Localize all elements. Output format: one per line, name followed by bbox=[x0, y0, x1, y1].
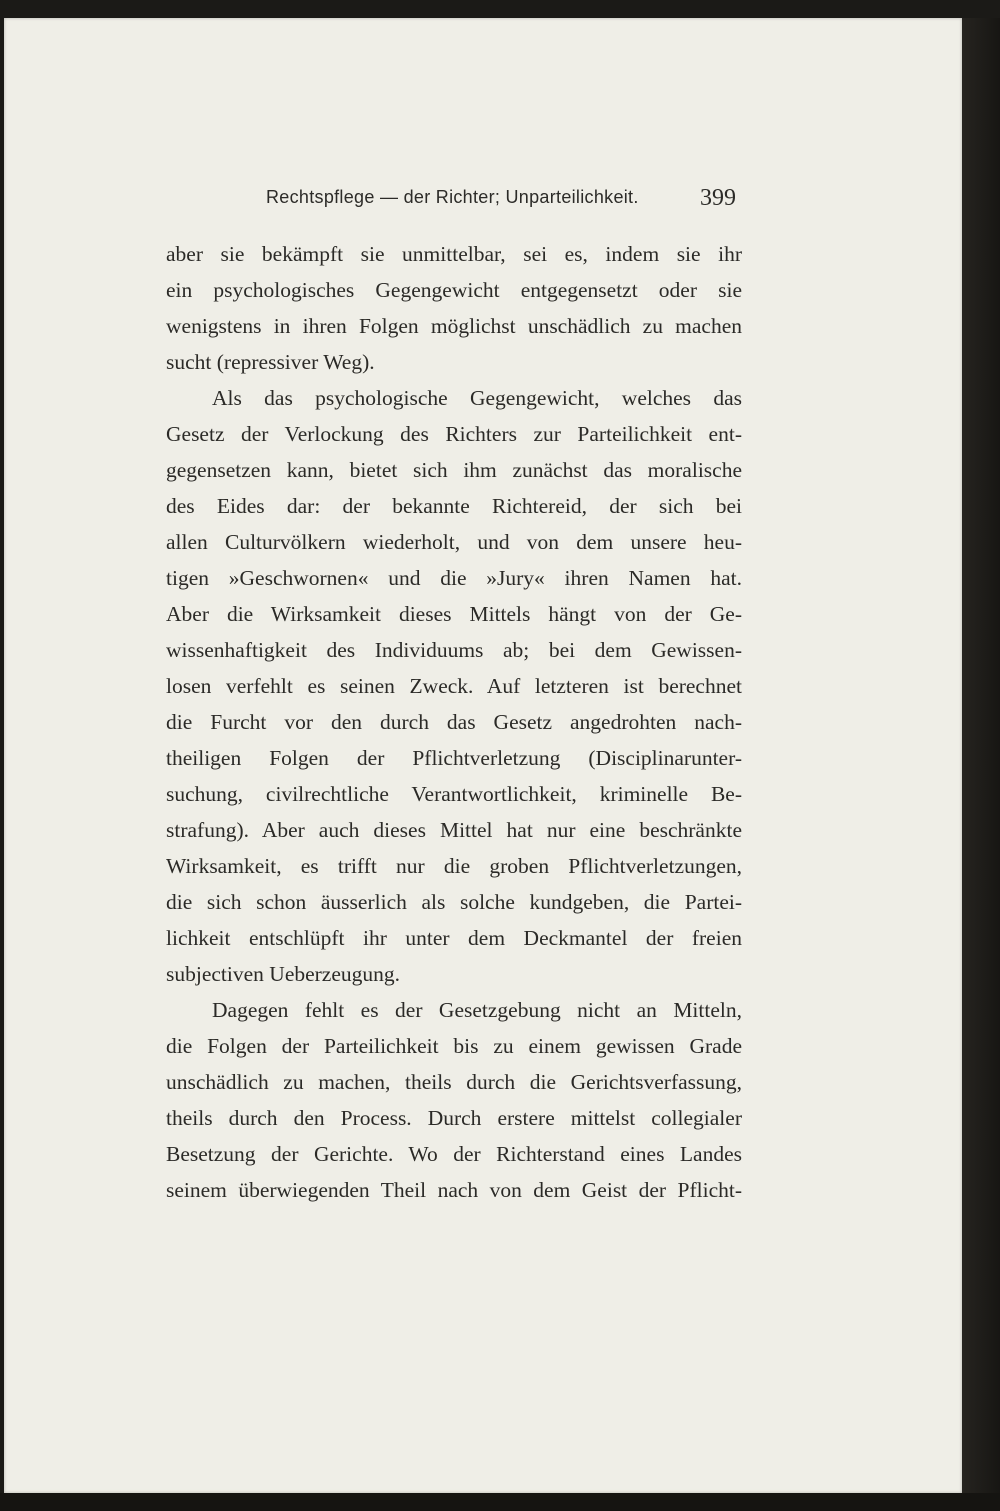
text-line: Aber die Wirksamkeit dieses Mittels hängt von der Ge- bbox=[166, 602, 742, 626]
text-line: des Eides dar: der bekannte Richtereid, der sich bei bbox=[166, 494, 742, 518]
scan-background-bottom bbox=[0, 1493, 1000, 1511]
text-line: Wirksamkeit, es trifft nur die groben Pflichtverletzungen, bbox=[166, 854, 742, 878]
text-line: aber sie bekämpft sie unmittelbar, sei es, indem sie ihr bbox=[166, 242, 742, 266]
text-line: losen verfehlt es seinen Zweck. Auf letzteren ist berechnet bbox=[166, 674, 742, 698]
running-head-title: Rechtspflege — der Richter; Unparteilichkeit. bbox=[266, 187, 639, 207]
text-line: Besetzung der Gerichte. Wo der Richterstand eines Landes bbox=[166, 1142, 742, 1166]
text-line: die Folgen der Parteilichkeit bis zu einem gewissen Grade bbox=[166, 1034, 742, 1058]
text-line: die Furcht vor den durch das Gesetz angedrohten nach- bbox=[166, 710, 742, 734]
text-line: allen Culturvölkern wiederholt, und von dem unsere heu- bbox=[166, 530, 742, 554]
text-line: ein psychologisches Gegengewicht entgegensetzt oder sie bbox=[166, 278, 742, 302]
text-line: seinem überwiegenden Theil nach von dem Geist der Pflicht- bbox=[166, 1178, 742, 1202]
text-line: wissenhaftigkeit des Individuums ab; bei dem Gewissen- bbox=[166, 638, 742, 662]
text-line: tigen »Geschwornen« und die »Jury« ihren Namen hat. bbox=[166, 566, 742, 590]
text-line: Als das psychologische Gegengewicht, welches das bbox=[212, 386, 742, 410]
book-page bbox=[4, 18, 962, 1493]
text-line: Dagegen fehlt es der Gesetzgebung nicht an Mitteln, bbox=[212, 998, 742, 1022]
text-line: gegensetzen kann, bietet sich ihm zunächst das moralische bbox=[166, 458, 742, 482]
page-number: 399 bbox=[700, 185, 736, 211]
text-line: suchung, civilrechtliche Verantwortlichkeit, kriminelle Be- bbox=[166, 782, 742, 806]
text-line: wenigstens in ihren Folgen möglichst unschädlich zu machen bbox=[166, 314, 742, 338]
text-line: sucht (repressiver Weg). bbox=[166, 350, 375, 374]
body-text bbox=[166, 236, 742, 1208]
text-line: unschädlich zu machen, theils durch die Gerichtsverfassung, bbox=[166, 1070, 742, 1094]
scan-background-right bbox=[962, 18, 1000, 1493]
text-line: subjectiven Ueberzeugung. bbox=[166, 962, 401, 986]
text-line: lichkeit entschlüpft ihr unter dem Deckmantel der freien bbox=[166, 926, 742, 950]
text-line: theiligen Folgen der Pflichtverletzung (Disciplinarunter- bbox=[166, 746, 742, 770]
text-line: strafung). Aber auch dieses Mittel hat nur eine beschränkte bbox=[166, 818, 742, 842]
text-line: theils durch den Process. Durch erstere mittelst collegialer bbox=[166, 1106, 742, 1130]
text-line: die sich schon äusserlich als solche kundgeben, die Partei- bbox=[166, 890, 742, 914]
text-line: Gesetz der Verlockung des Richters zur Parteilichkeit ent- bbox=[166, 422, 742, 446]
